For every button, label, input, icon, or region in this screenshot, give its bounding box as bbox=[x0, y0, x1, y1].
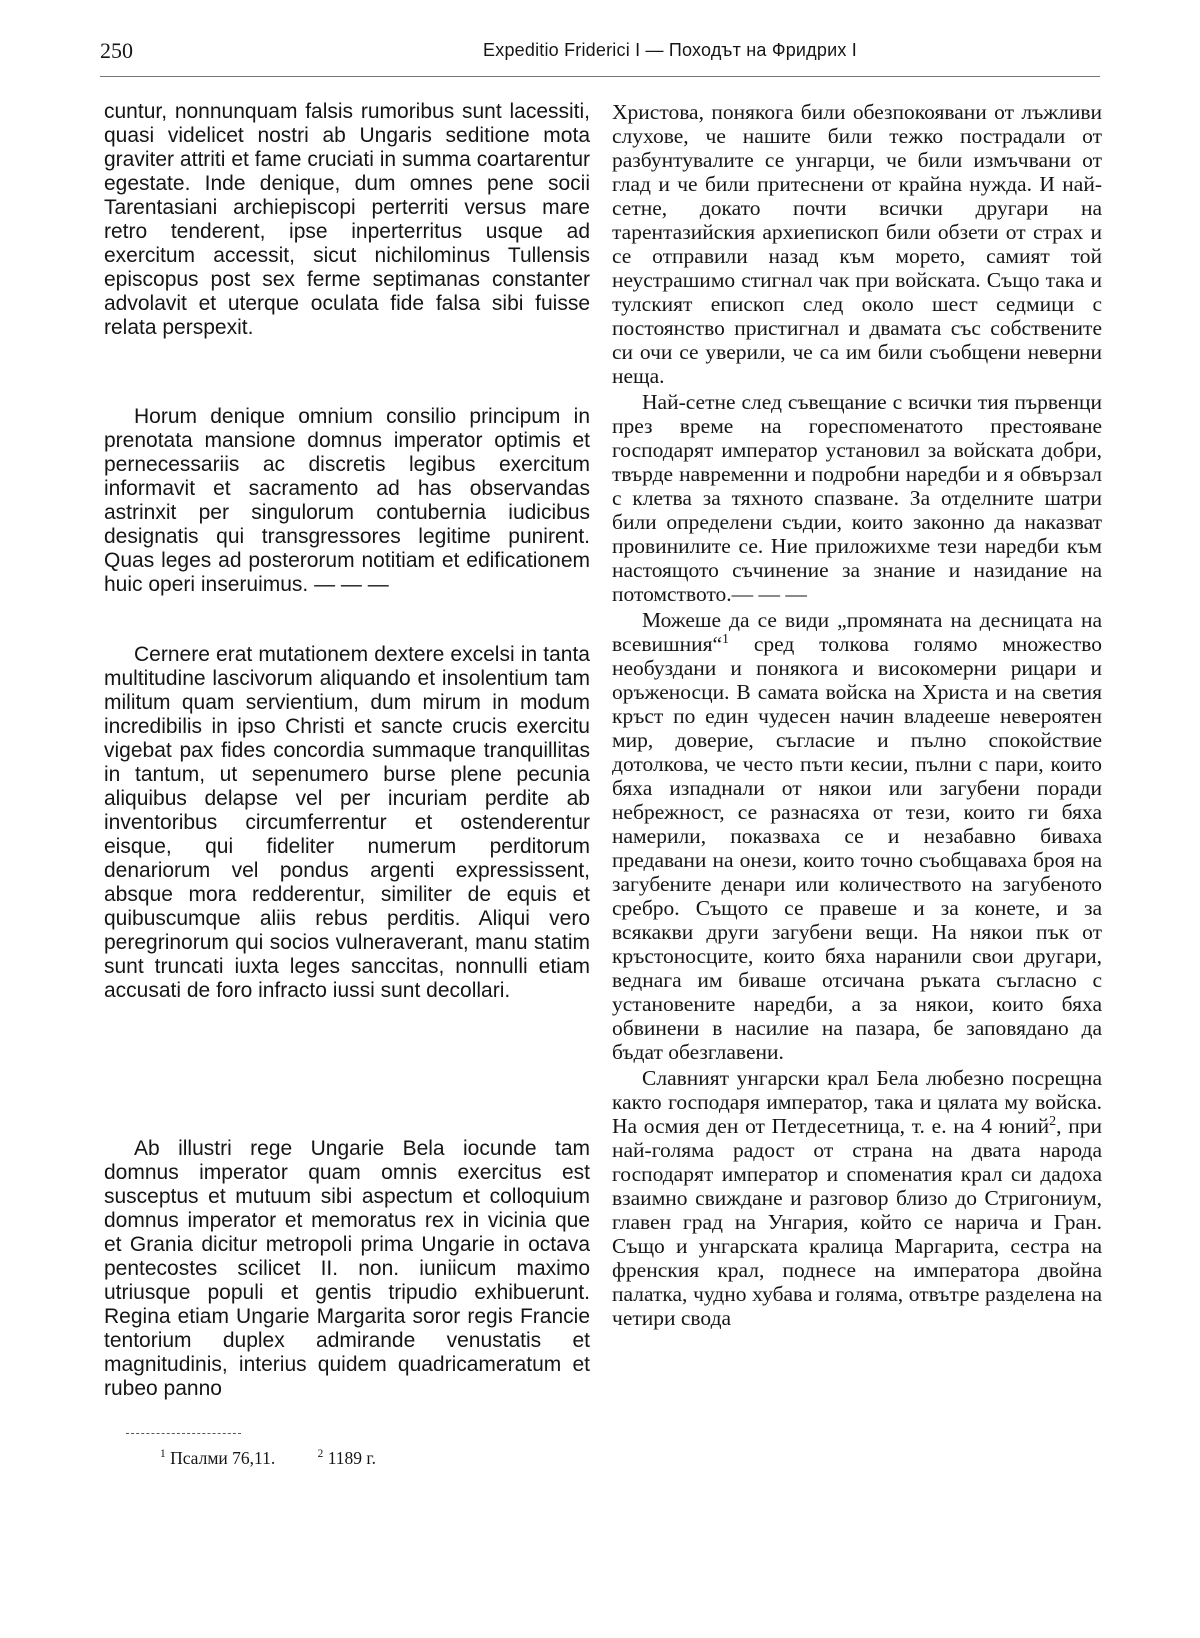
latin-paragraph-1 bbox=[104, 100, 590, 340]
latin-text: cuntur, nonnunquam falsis rumoribus sunt lacessiti, quasi videlicet nostri ab Ungaris seditione mota graviter attriti et fame cruciati in summa coartarentur egestate. Inde denique, dum omnes pene socii Tarentasiani archiepiscopi perterriti versus mare retro tenderent, ipse inperterritus usque ad exercitum accessit, sicut nichilominus Tullensis episcopus post sex ferme septimanas constanter advolavit et uterque oculata fide falsa sibi fuisse relata perspexit. bbox=[104, 100, 590, 339]
running-head: Expeditio Friderici I — Походът на Фридрих I bbox=[483, 40, 857, 60]
bulgarian-paragraph-3 bbox=[612, 608, 1102, 1064]
footnote-mark: 1 bbox=[160, 1448, 166, 1461]
footnote-text: 1189 г. bbox=[323, 1448, 377, 1468]
bulgarian-paragraph-4 bbox=[612, 1066, 1102, 1330]
footnotes bbox=[160, 1448, 414, 1469]
latin-paragraph-4 bbox=[104, 1137, 590, 1401]
latin-text: Cernere erat mutationem dextere excelsi in tanta multitudine lascivorum aliquando et insolentium tam militum quam servientium, dum mirum in modum incredibilis in ipso Christi et sancte crucis exercitu vigebat pax fides concordia summaque tranquillitas in tantum, ut sepenumero burse plene pecunia aliquibus delapse vel per incuriam perdite ab inventoribus circumferrentur et ostenderentur eisque, qui fideliter numerum perditorum denariorum vel pondus argenti expressissent, absque mora redderentur, similiter de equis et quibuscumque aliis rebus perditis. Aliqui vero peregrinorum qui socios vulneraverant, manu statim sunt truncati iuxta leges sanccitas, nonnulli etiam accusati de foro infracto iussi sunt decollari. bbox=[104, 643, 590, 1002]
bulgarian-text: Славният унгарски крал Бела любезно посрещна както господаря император, така и цялата му войска. На осмия ден от Петдесетница, т. е. на 4 юний bbox=[612, 1066, 1102, 1138]
bulgarian-column bbox=[612, 100, 1102, 1330]
bulgarian-paragraph-1: Христова, понякога били обезпокоявани от лъжливи слухове, че нашите били тежко пострадали от разбунтувалите се унгарци, че били измъчвани от глад и че били притеснени от крайна нужда. И най-сетне, докато почти всички другари на тарентазийския архиепископ били обзети от страх и се отправили назад към морето, самият той неустрашимо стигнал чак при войската. Също така и тулският епископ след около шест седмици с постоянство пристигнал и двамата със собствените си очи се уверили, че са им били съобщени неверни неща. bbox=[612, 100, 1102, 388]
footnote-text: Псалми 76,11. bbox=[165, 1448, 276, 1468]
footnote-ref-1: 1 bbox=[722, 631, 730, 647]
latin-paragraph-2 bbox=[104, 405, 590, 597]
footnote-1 bbox=[160, 1448, 275, 1468]
bulgarian-paragraph-2: Най-сетне след съвещание с всички тия първенци през време на гореспоменатото престояване господарят император установил за войската добри, твърде навременни и подробни наредби и я обвързал с клетва за тяхното спазване. За отделните шатри били определени съдии, които законно да наказват провинилите се. Ние приложихме тези наредби към настоящото съчинение за знание и назидание на потомството.— — — bbox=[612, 390, 1102, 606]
latin-text: Horum denique omnium consilio principum in prenotata mansione domnus imperator optimis et pernecessariis ac discretis legibus exercitum informavit et sacramento ad has observandas astrinxit per singulorum contubernia iudicibus designatis qui transgressores legitime punirent. Quas leges ad posterorum notitiam et edificationem huic operi inseruimus. — — — bbox=[104, 405, 590, 596]
bulgarian-text: Можеше да се види „промяната на десницата на всевишния“ bbox=[612, 608, 1102, 656]
latin-paragraph-3 bbox=[104, 643, 590, 1003]
bulgarian-text: , при най-голяма радост от страна на двата народа господарят император и споменатия крал си дадоха взаимно свиждане и разговор близо до Стригониум, главен град на Унгария, който се нарича и Гран. Също и унгарската кралица Маргарита, сестра на френския крал, поднесе на императора двойна палатка, чудно хубава и голяма, отвътре разделена на четири свода bbox=[612, 1114, 1103, 1330]
bulgarian-text: сред толкова голямо множество необуздани и понякога и високомерни рицари и оръженосци. В самата войска на Христа и на светия кръст по един чудесен начин владееше невероятен мир, доверие, съгласие и пълно спокойствие дотолкова, че често пъти кесии, пълни с пари, които бяха изпаднали от някои или загубени поради небрежност, се разнасяха от тези, които ги бяха намерили, показваха се и незабавно биваха предавани на онези, които точно съобщаваха броя на загубените денари или количеството на загубеното сребро. Същото се правеше и за конете, и за всякакви други загубени вещи. На някои пък от кръстоносците, които бяха наранили свои другари, веднага им биваше отсичана ръката съгласно с установените наредби, а за някои, които бяха обвинени в насилие на пазара, бе заповядано да бъдат обезглавени. bbox=[612, 632, 1102, 1064]
footnote-ref-2: 2 bbox=[1049, 1113, 1057, 1129]
footnote-mark: 2 bbox=[317, 1448, 324, 1461]
footnote-rule bbox=[126, 1433, 241, 1434]
page-number: 250 bbox=[100, 38, 133, 63]
latin-text: Ab illustri rege Ungarie Bela iocunde tam domnus imperator quam omnis exercitus est susceptus et mutuum sibi aspectum et colloquium domnus imperator et memoratus rex in vicinia que et Grania dicitur metropoli prima Ungarie in octava pentecostes scilicet II. non. iuniicum maximo utriusque populi et gentis tripudio exhibuerunt. Regina etiam Ungarie Margarita soror regis Francie tentorium duplex admirande venustatis et magnitudinis, interius quidem quadricameratum et rubeo panno bbox=[104, 1137, 590, 1400]
footnote-2 bbox=[318, 1448, 376, 1468]
header-rule bbox=[100, 76, 1100, 77]
page-header bbox=[100, 38, 1100, 68]
